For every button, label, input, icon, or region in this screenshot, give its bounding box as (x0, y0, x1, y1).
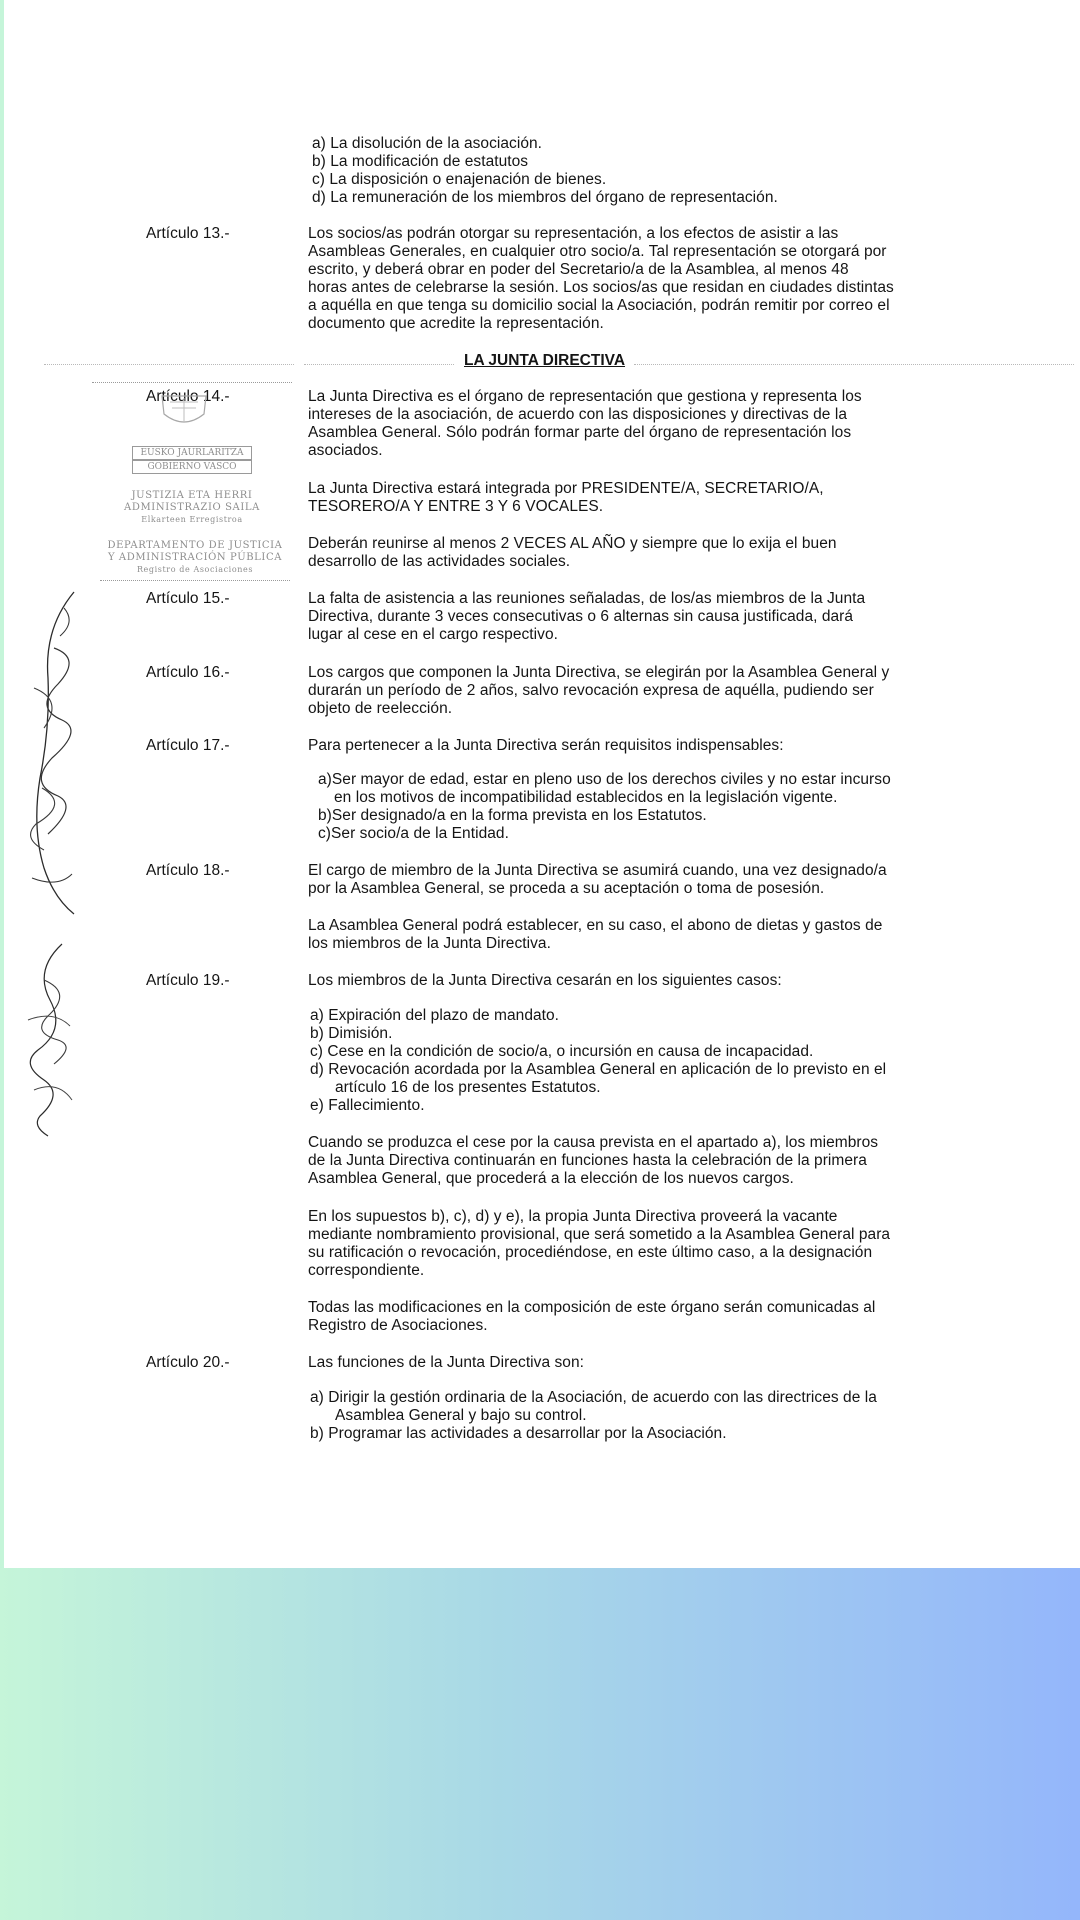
article-14-line: desarrollo de las actividades sociales. (308, 553, 571, 570)
list-item: b) La modificación de estatutos (312, 153, 529, 170)
article-20-label: Artículo 20.- (146, 1354, 230, 1371)
stamp-box-line: GOBIERNO VASCO (132, 460, 252, 474)
article-18-line: por la Asamblea General, se proceda a su aceptación o toma de posesión. (308, 880, 825, 897)
article-19-line: correspondiente. (308, 1262, 425, 1279)
article-19-label: Artículo 19.- (146, 972, 230, 989)
article-13-label: Artículo 13.- (146, 225, 230, 242)
stamp-box-line: EUSKO JAURLARITZA (132, 446, 252, 460)
list-item: artículo 16 de los presentes Estatutos. (335, 1079, 601, 1096)
article-13-line: Los socios/as podrán otorgar su representación, a los efectos de asistir a las (308, 225, 839, 242)
article-14-line: La Junta Directiva es el órgano de representación que gestiona y representa los (308, 388, 862, 405)
article-16-line: objeto de reelección. (308, 700, 453, 717)
article-18-line: La Asamblea General podrá establecer, en su caso, el abono de dietas y gastos de (308, 917, 883, 934)
list-item: d) La remuneración de los miembros del órgano de representación. (312, 189, 778, 206)
article-16-line: Los cargos que componen la Junta Directiva, se elegirán por la Asamblea General y (308, 664, 890, 681)
list-item: Asamblea General y bajo su control. (335, 1407, 587, 1424)
article-19-line: su ratificación o revocación, procediéndose, en este último caso, a la designación (308, 1244, 873, 1261)
list-item: a) Dirigir la gestión ordinaria de la Asociación, de acuerdo con las directrices de la (310, 1389, 877, 1406)
document-page (4, 0, 1080, 1568)
list-item: b) Dimisión. (310, 1025, 393, 1042)
divider (44, 364, 294, 365)
article-14-line: Asamblea General. Sólo podrán formar parte del órgano de representación los (308, 424, 852, 441)
article-14-line: Deberán reunirse al menos 2 VECES AL AÑO y siempre que lo exija el buen (308, 535, 837, 552)
article-19-line: Registro de Asociaciones. (308, 1317, 488, 1334)
list-item: c) La disposición o enajenación de bienes. (312, 171, 607, 188)
list-item: c)Ser socio/a de la Entidad. (318, 825, 509, 842)
article-15-line: La falta de asistencia a las reuniones señaladas, de los/as miembros de la Junta (308, 590, 866, 607)
list-item: a) La disolución de la asociación. (312, 135, 543, 152)
list-item: c) Cese en la condición de socio/a, o incursión en causa de incapacidad. (310, 1043, 814, 1060)
list-item: d) Revocación acordada por la Asamblea General en aplicación de lo previsto en el (310, 1061, 887, 1078)
article-19-line: Cuando se produzca el cese por la causa prevista en el apartado a), los miembros (308, 1134, 879, 1151)
article-16-line: durarán un período de 2 años, salvo revocación expresa de aquélla, pudiendo ser (308, 682, 874, 699)
coat-of-arms-icon (156, 392, 212, 432)
article-19-line: Todas las modificaciones en la composición de este órgano serán comunicadas al (308, 1299, 876, 1316)
stamp-border (100, 580, 290, 581)
stamp-text: Registro de Asociaciones (136, 565, 254, 574)
article-18-label: Artículo 18.- (146, 862, 230, 879)
article-17-intro: Para pertenecer a la Junta Directiva serán requisitos indispensables: (308, 737, 784, 754)
article-17-label: Artículo 17.- (146, 737, 230, 754)
stamp-border (92, 382, 292, 383)
article-15-line: lugar al cese en el cargo respectivo. (308, 626, 558, 643)
article-14-line: TESORERO/A Y ENTRE 3 Y 6 VOCALES. (308, 498, 604, 515)
article-16-label: Artículo 16.- (146, 664, 230, 681)
article-15-line: Directiva, durante 3 veces consecutivas o 6 alternas sin causa justificada, dará (308, 608, 854, 625)
article-19-line: En los supuestos b), c), d) y e), la propia Junta Directiva proveerá la vacante (308, 1208, 838, 1225)
article-19-line: mediante nombramiento provisional, que será sometido a la Asamblea General para (308, 1226, 891, 1243)
list-item: b) Programar las actividades a desarrollar por la Asociación. (310, 1425, 727, 1442)
article-19-intro: Los miembros de la Junta Directiva cesarán en los siguientes casos: (308, 972, 782, 989)
article-14-line: asociados. (308, 442, 383, 459)
article-18-line: los miembros de la Junta Directiva. (308, 935, 551, 952)
list-item: a)Ser mayor de edad, estar en pleno uso de los derechos civiles y no estar incurso (318, 771, 891, 788)
article-13-line: horas antes de celebrarse la sesión. Los socios/as que residan en ciudades distintas (308, 279, 894, 296)
article-13-line: Asambleas Generales, en cualquier otro socio/a. Tal representación se otorgará por (308, 243, 887, 260)
list-item: b)Ser designado/a en la forma prevista en los Estatutos. (318, 807, 707, 824)
stamp-text: DEPARTAMENTO DE JUSTICIA (107, 540, 283, 551)
article-15-label: Artículo 15.- (146, 590, 230, 607)
divider (634, 364, 1074, 365)
article-13-line: a aquélla en que tenga su domicilio social la Asociación, podrán remitir por correo el (308, 297, 890, 314)
handwritten-signature (14, 940, 84, 1140)
article-19-line: de la Junta Directiva continuarán en funciones hasta la celebración de la primera (308, 1152, 867, 1169)
article-13-line: documento que acredite la representación. (308, 315, 604, 332)
article-13-line: escrito, y deberá obrar en poder del Secretario/a de la Asamblea, al menos 48 (308, 261, 849, 278)
article-19-line: Asamblea General, que procederá a la elección de los nuevos cargos. (308, 1170, 794, 1187)
section-heading: LA JUNTA DIRECTIVA (464, 352, 626, 369)
article-14-label: Artículo 14.- (146, 388, 230, 405)
article-14-line: intereses de la asociación, de acuerdo con las disposiciones y directivas de la (308, 406, 848, 423)
divider (304, 364, 454, 365)
article-14-line: La Junta Directiva estará integrada por PRESIDENTE/A, SECRETARIO/A, (308, 480, 824, 497)
list-item: a) Expiración del plazo de mandato. (310, 1007, 560, 1024)
handwritten-signature (14, 588, 94, 918)
stamp-text: Y ADMINISTRACIÓN PÚBLICA (107, 552, 283, 563)
stamp-text: JUSTIZIA ETA HERRI (131, 490, 253, 501)
article-18-line: El cargo de miembro de la Junta Directiva se asumirá cuando, una vez designado/a (308, 862, 887, 879)
article-20-intro: Las funciones de la Junta Directiva son: (308, 1354, 584, 1371)
stamp-text: ADMINISTRAZIO SAILA (124, 502, 260, 513)
list-item: en los motivos de incompatibilidad establecidos en la legislación vigente. (334, 789, 838, 806)
stamp-text: Elkarteen Erregistroa (141, 515, 243, 524)
list-item: e) Fallecimiento. (310, 1097, 425, 1114)
